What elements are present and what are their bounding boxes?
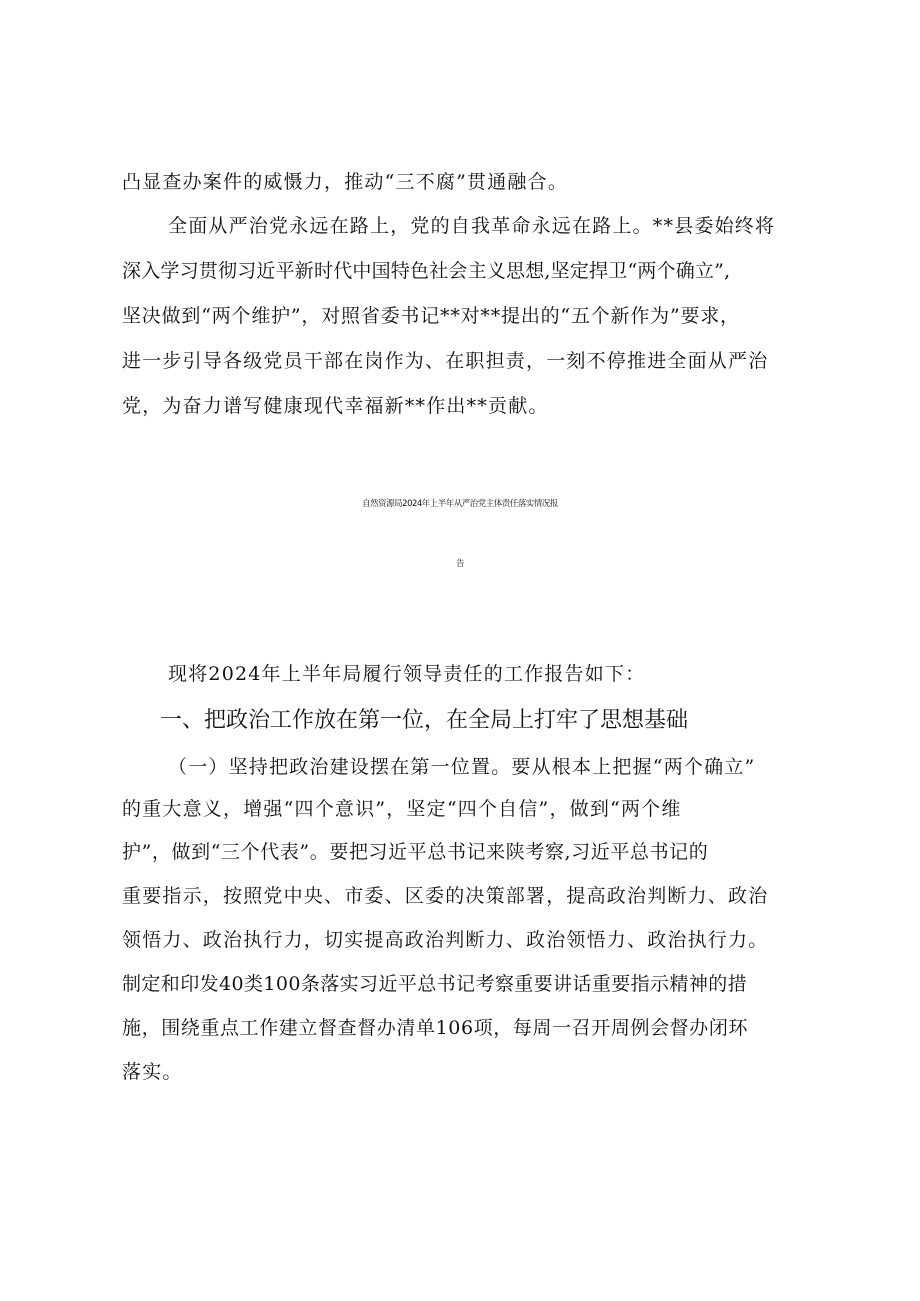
section-1-heading: 一、把政治工作放在第一位，在全局上打牢了思想基础 — [160, 708, 689, 733]
prev-section-line-5: 进一步引导各级党员干部在岗作为、在职担责，一刻不停推进全面从严治 — [122, 350, 769, 372]
prev-section-line-6: 党，为奋力谱写健康现代幸福新**作出**贡献。 — [122, 395, 549, 417]
report-title-line-2: 告 — [455, 559, 464, 569]
prev-section-line-2: 全面从严治党永远在路上，党的自我革命永远在路上。**县委始终将 — [168, 215, 776, 237]
report-intro: 现将2024年上半年局履行领导责任的工作报告如下： — [168, 663, 646, 685]
section-1-line-1: （一）坚持把政治建设摆在第一位置。要从根本上把握“两个确立” — [168, 756, 756, 778]
section-1-line-7: 施，围绕重点工作建立督查督办清单106项，每周一召开周例会督办闭环 — [122, 1017, 749, 1039]
section-1-line-6: 制定和印发40类100条落实习近平总书记考察重要讲话重要指示精神的措 — [122, 973, 748, 995]
prev-section-line-3: 深入学习贯彻习近平新时代中国特色社会主义思想,坚定捍卫“两个确立”, — [122, 260, 731, 282]
report-title-line-1: 自然资源局2024年上半年从严治党主体责任落实情况报 — [362, 499, 558, 509]
section-1-line-4: 重要指示，按照党中央、市委、区委的决策部署，提高政治判断力、政治 — [122, 885, 769, 907]
prev-section-line-1: 凸显查办案件的威慑力，推动“三不腐”贯通融合。 — [122, 171, 569, 193]
section-1-line-3: 护”，做到“三个代表”。要把习近平总书记来陕考察,习近平总书记的 — [122, 841, 709, 863]
section-1-line-8: 落实。 — [122, 1061, 183, 1083]
section-1-line-2: 的重大意义，增强“四个意识”，坚定“四个自信”，做到“两个维 — [122, 798, 682, 820]
prev-section-line-4: 坚决做到“两个维护”，对照省委书记**对**提出的“五个新作为”要求， — [122, 305, 740, 327]
section-1-line-5: 领悟力、政治执行力，切实提高政治判断力、政治领悟力、政治执行力。 — [122, 929, 769, 951]
